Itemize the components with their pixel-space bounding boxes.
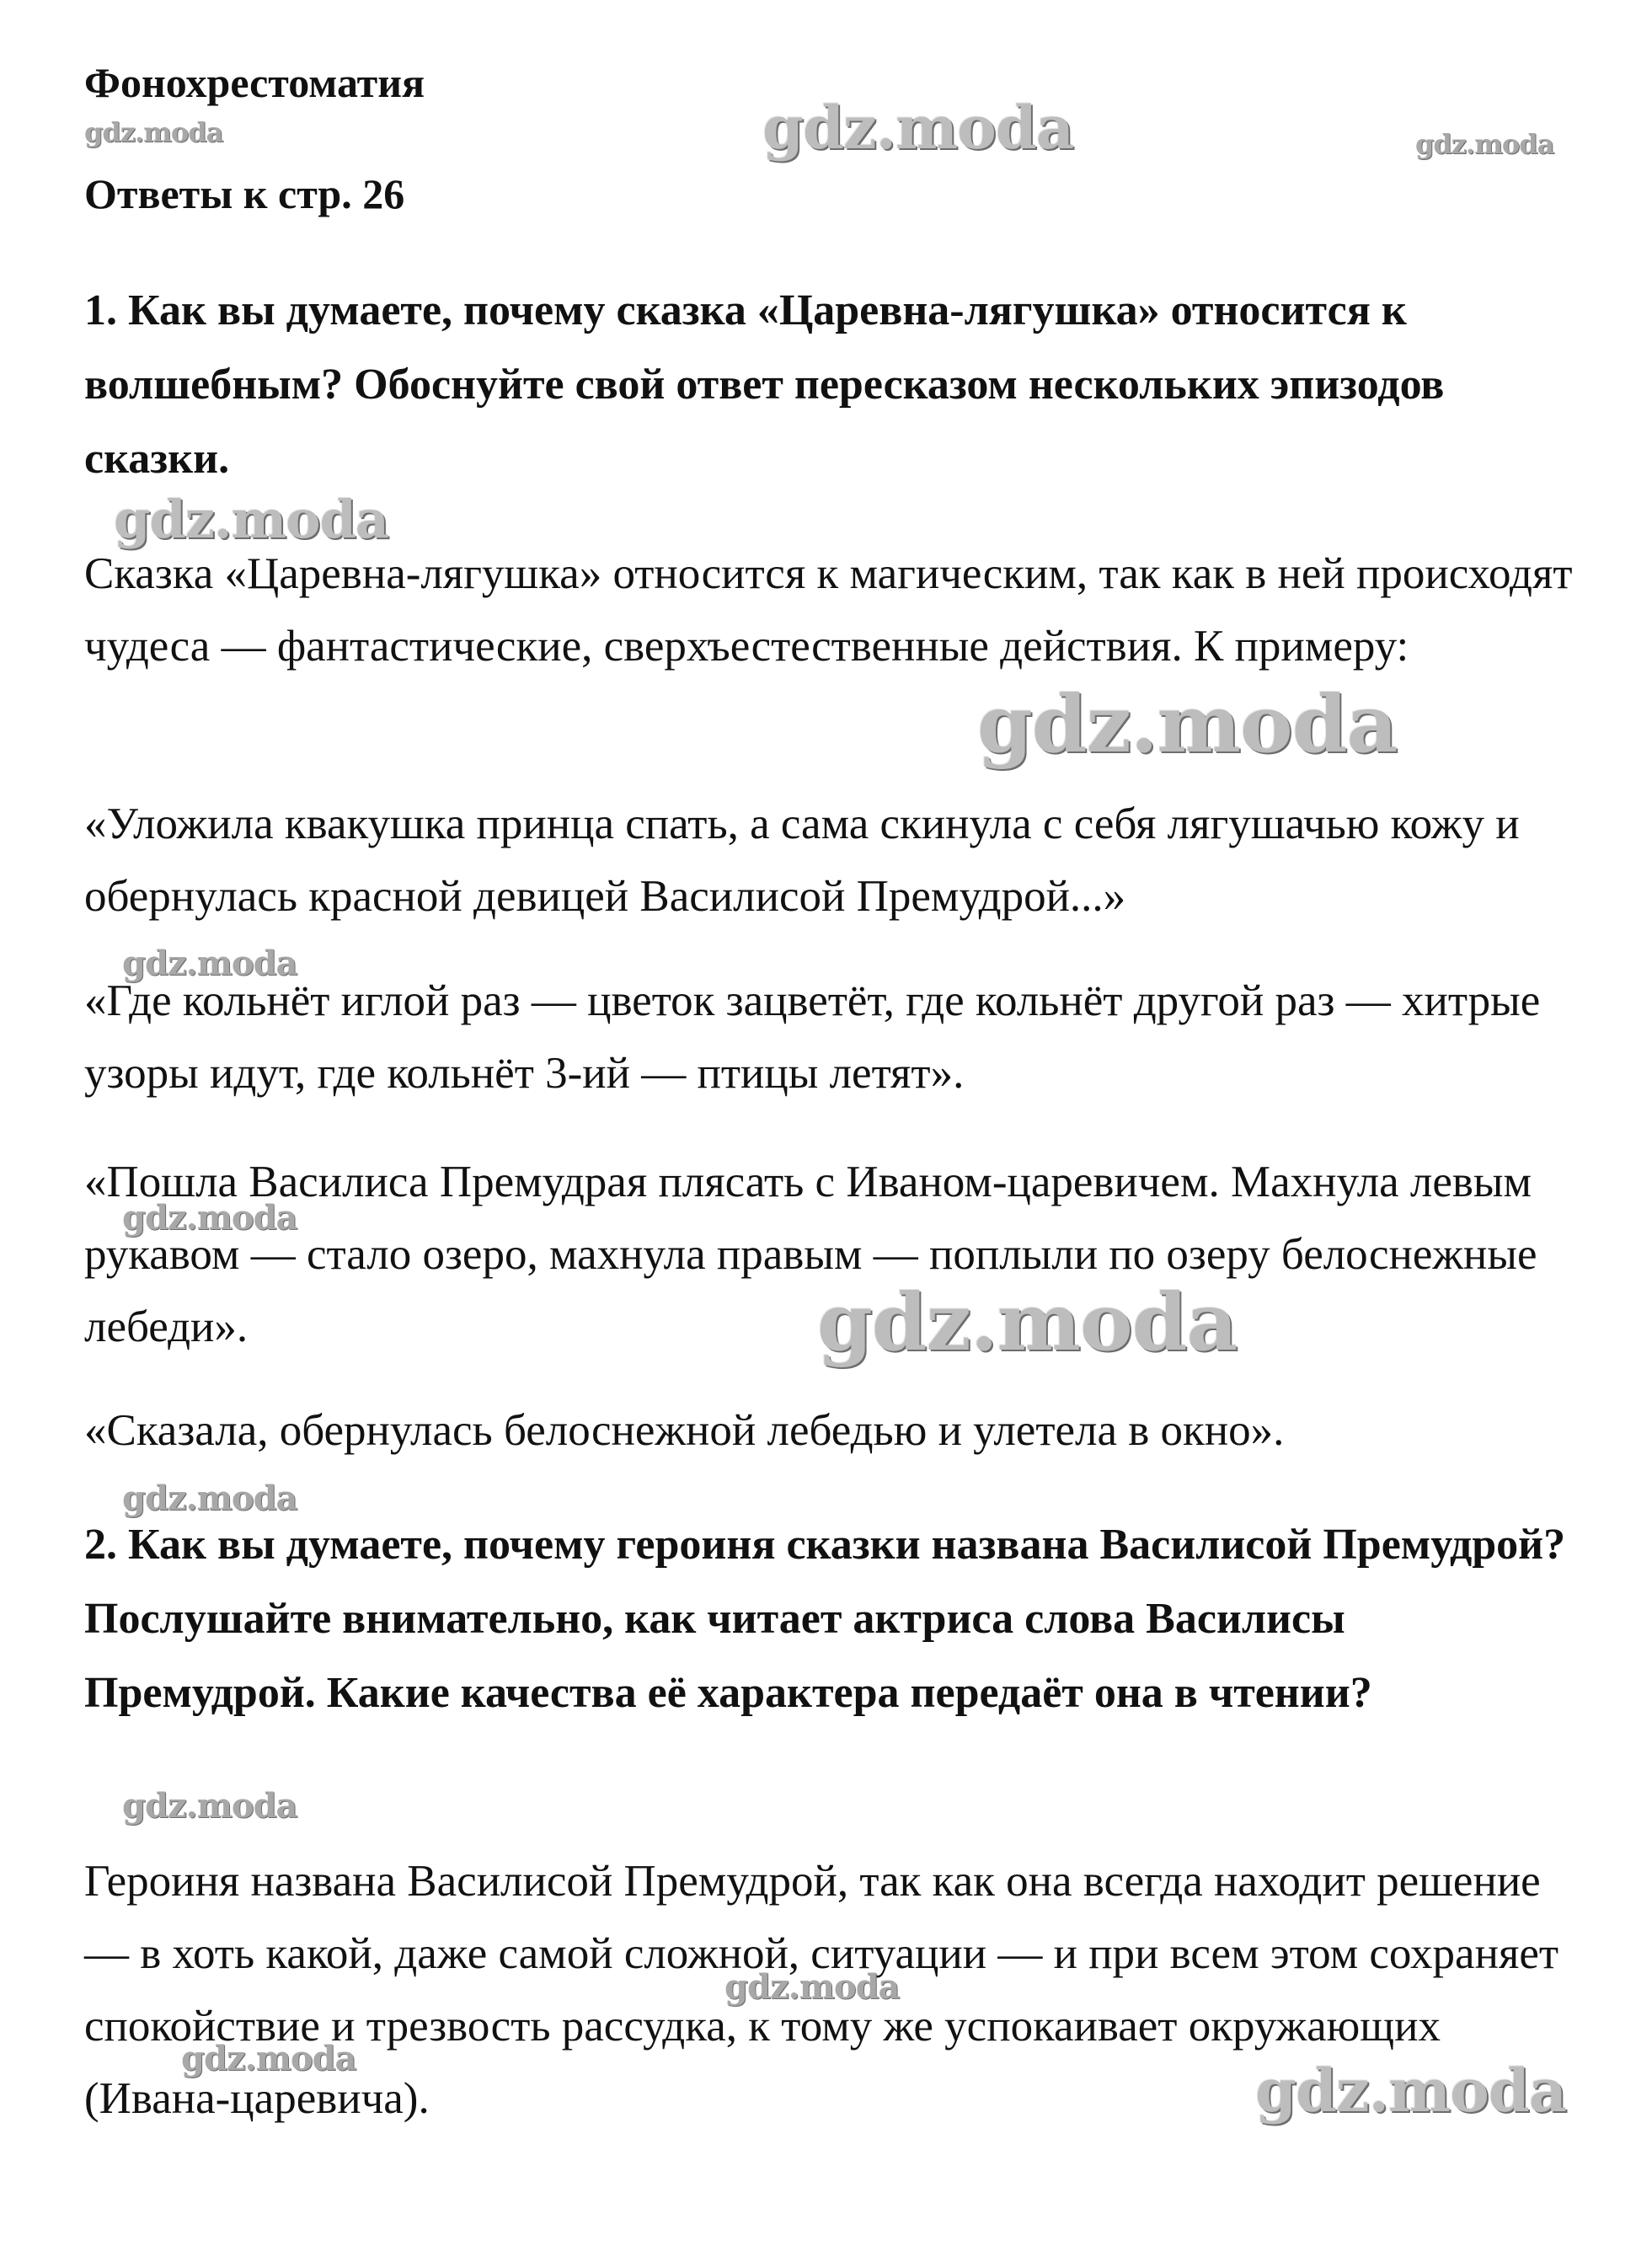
watermark: gdz.moda (724, 1967, 900, 2007)
watermark: gdz.moda (114, 489, 388, 550)
watermark: gdz.moda (122, 1479, 297, 1518)
answer-1-quote-4: «Сказала, обернулась белоснежной лебедью и улетела в окно». (84, 1406, 1285, 1455)
watermark: gdz.moda (817, 1276, 1238, 1369)
watermark: gdz.moda (122, 1198, 297, 1238)
answer-1-intro: Сказка «Царевна-лягушка» относится к магическим, так как в ней происходят чудеса — фантастические, сверхъестественные действия. К примеру: (84, 549, 1573, 671)
answer-2: Героиня названа Василисой Премудрой, так как она всегда находит решение — в хоть какой, даже самой сложной, ситуации — и при всем этом сохраняет спокойствие и трезвость рассудка, к тому же успокаивает окружающих (Ивана-царевича). (84, 1857, 1559, 2123)
answer-1-quote-1: «Уложила квакушка принца спать, а сама скинула с себя лягушачью кожу и обернулась красной девицей Василисой Премудрой...» (84, 799, 1520, 921)
question-1: 1. Как вы думаете, почему сказка «Царевна-лягушка» относится к волшебным? Обоснуйте свой ответ пересказом нескольких эпизодов сказки. (84, 286, 1445, 483)
subject-title: Фонохрестоматия (84, 59, 425, 106)
answer-1-quote-3: «Пошла Василиса Премудрая плясать с Иваном-царевичем. Махнула левым рукавом — стало озеро, махнула правым — поплыли по озеру белоснежные лебеди». (84, 1158, 1537, 1351)
watermark: gdz.moda (181, 2039, 356, 2078)
answer-1-quote-2: «Где кольнёт иглой раз — цветок зацветёт, где кольнёт другой раз — хитрые узоры идут, где кольнёт 3-ий — птицы летят». (84, 976, 1541, 1098)
question-2: 2. Как вы думаете, почему героиня сказки названа Василисой Премудрой? Послушайте внимательно, как читает актриса слова Василисы Премудрой. Какие качества её характера передаёт она в чтении? (84, 1521, 1566, 1717)
page-answers-title: Ответы к стр. 26 (84, 170, 405, 217)
watermark: gdz.moda (977, 678, 1398, 771)
watermark: gdz.moda (762, 93, 1074, 163)
watermark: gdz.moda (122, 1786, 297, 1826)
watermark: gdz.moda (122, 944, 297, 983)
watermark: gdz.moda (1415, 128, 1554, 160)
watermark: gdz.moda (1255, 2056, 1567, 2126)
watermark: gdz.moda (84, 116, 223, 148)
